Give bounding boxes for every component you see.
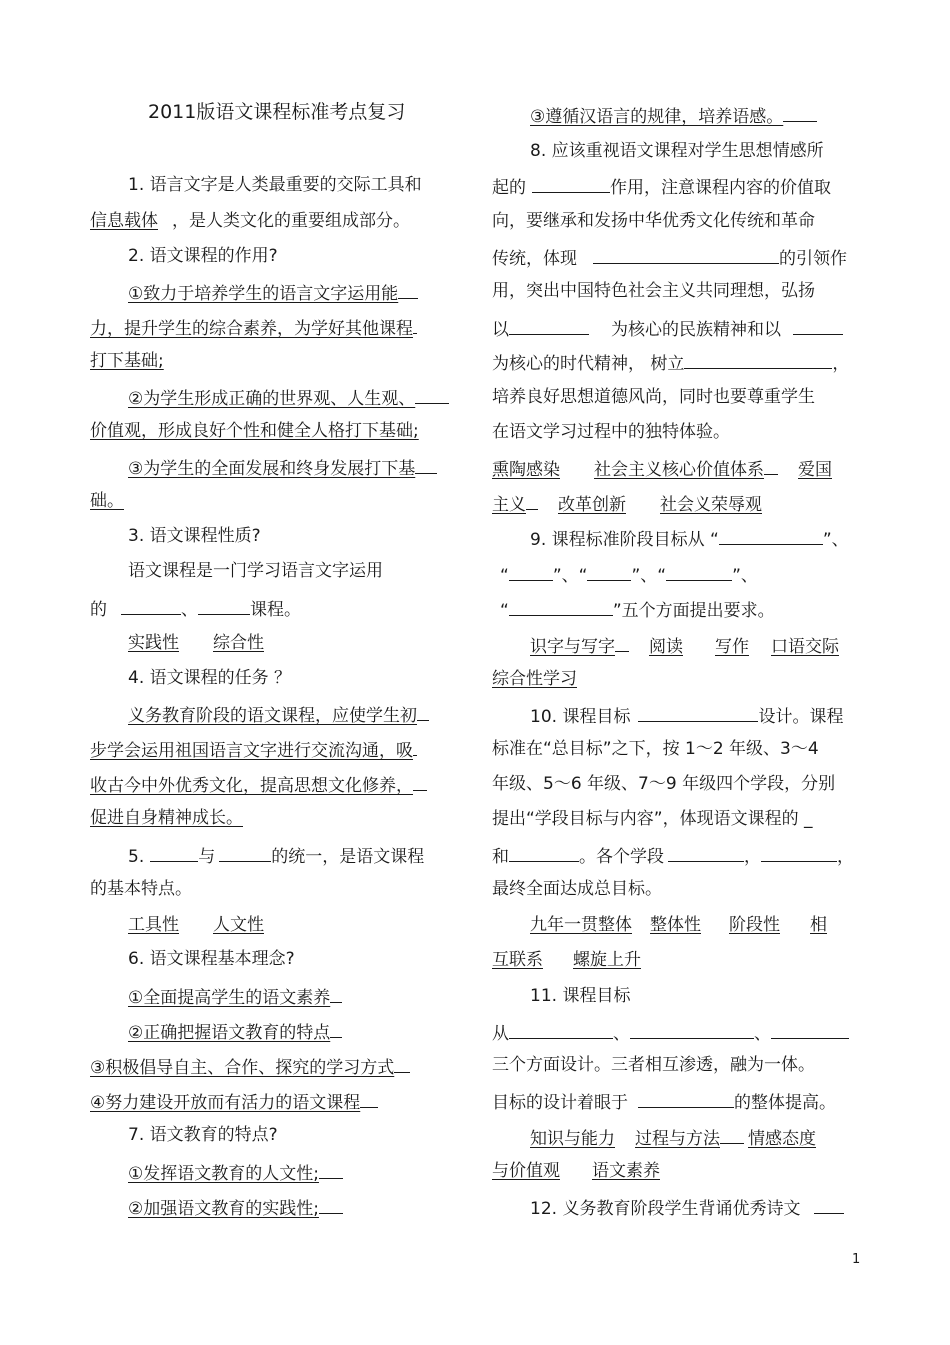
blank-line	[198, 596, 250, 615]
answer-line	[128, 1160, 343, 1184]
blank-line	[219, 843, 271, 862]
answer-text: 过程与方法	[635, 1129, 720, 1149]
q3-text: 的	[90, 600, 107, 620]
text-line	[492, 878, 662, 902]
blank-line	[764, 456, 778, 475]
answer-text: 知识与能力	[530, 1129, 615, 1149]
q8-text: 在语文学习过程中的独特体验。	[492, 422, 730, 442]
answer-line	[492, 668, 577, 692]
answer-text: 信息载体	[90, 211, 158, 231]
answer-line	[128, 1019, 342, 1043]
text-line	[492, 280, 815, 304]
blank-line	[761, 843, 837, 862]
blank-line	[413, 737, 417, 756]
q1-text: ，是人类文化的重要组成部分。	[172, 211, 410, 231]
answer-text: 力，提升学生的综合素养，为学好其他课程	[90, 319, 413, 339]
fill-blank-line	[90, 596, 301, 620]
text-line	[492, 808, 813, 832]
answer-line	[530, 1125, 816, 1149]
q9-text: 9. 课程标准阶段目标从 “	[530, 530, 719, 550]
answer-text: ④努力建设开放而有活力的语文课程	[90, 1093, 361, 1113]
document-title: 2011版语文课程标准考点复习	[148, 101, 406, 123]
answer-line	[530, 103, 817, 127]
page-number: 1	[852, 1252, 861, 1267]
q5-text: 5.	[128, 847, 145, 867]
answer-line	[530, 633, 839, 657]
q11-text: 三个方面设计。三者相互渗透，融为一体。	[492, 1055, 815, 1075]
blank-line	[150, 843, 198, 862]
answer-line	[128, 455, 437, 479]
q5-text: 与	[198, 847, 216, 867]
answer-line	[90, 490, 124, 514]
answer-text: 爱国	[798, 460, 832, 480]
answer-text: 主义	[492, 495, 526, 515]
q8-text: 为核心的时代精神， 树立	[492, 354, 685, 374]
fill-blank-line	[492, 1020, 849, 1044]
answer-text: ②正确把握语文教育的特点	[128, 1023, 331, 1043]
answer-text: 阅读	[649, 637, 683, 657]
answer-text: 综合性学习	[492, 669, 577, 689]
question-heading	[128, 245, 278, 269]
q9-text: ”、“	[552, 566, 588, 586]
answer-text: 识字与写字	[530, 637, 615, 657]
q10-text: ，	[837, 847, 854, 867]
answer-line	[90, 772, 427, 796]
blank-line	[415, 385, 449, 404]
blank-line	[319, 1195, 343, 1214]
blank-line	[526, 491, 538, 510]
answer-text: ①全面提高学生的语文素养	[128, 988, 331, 1008]
q8-text: 培养良好思想道德风尚，同时也要尊重学生	[492, 387, 815, 407]
blank-line	[509, 843, 579, 862]
text-line	[492, 1054, 815, 1078]
q1-text: 1. 语言文字是人类最重要的交际工具和	[128, 175, 422, 195]
q9-text: ”、“	[631, 566, 667, 586]
q11-text: 、	[613, 1024, 630, 1044]
fill-blank-line	[492, 843, 854, 867]
blank-line	[532, 174, 610, 193]
blank-line	[719, 526, 823, 545]
q9-text: “	[500, 566, 509, 586]
q8-text: 作用，注意课程内容的价值取	[610, 178, 831, 198]
answer-text: 工具性	[128, 915, 179, 935]
blank-line	[121, 596, 181, 615]
answer-line	[492, 456, 832, 480]
blank-line	[793, 316, 843, 335]
answer-line	[492, 1160, 660, 1184]
q10-text: ，	[744, 847, 761, 867]
q10-text: 标准在“总目标”之下，按 1～2 年级、3～4	[492, 739, 819, 759]
fill-blank-line	[492, 562, 758, 586]
answer-line	[492, 491, 762, 515]
fill-blank-line	[492, 245, 847, 269]
blank-line	[413, 315, 417, 334]
blank-line	[509, 562, 553, 581]
answer-text: 实践性	[128, 633, 179, 653]
answer-text: 螺旋上升	[573, 950, 641, 970]
q12-text: 12. 义务教育阶段学生背诵优秀诗文	[530, 1199, 801, 1219]
q9-text: “	[500, 601, 509, 621]
text-line	[128, 560, 383, 584]
blank-line	[638, 703, 758, 722]
q8-text: 用，突出中国特色社会主义共同理想，弘扬	[492, 281, 815, 301]
text-line	[90, 210, 410, 234]
blank-line	[509, 316, 589, 335]
answer-text: ②加强语文教育的实践性;	[128, 1199, 319, 1219]
answer-line	[128, 280, 418, 304]
q8-text: 为核心的民族精神和以	[611, 320, 781, 340]
q11-text: 目标的设计着眼于	[492, 1093, 628, 1113]
answer-text: ①致力于培养学生的语言文字运用能	[128, 284, 399, 304]
fill-blank-line	[530, 526, 849, 550]
answer-line	[128, 385, 449, 409]
q4-heading: 4. 语文课程的任务 ？	[128, 668, 292, 688]
answer-text: 九年一贯整体	[530, 915, 632, 935]
blank-line	[666, 562, 732, 581]
blank-line	[509, 597, 613, 616]
answer-text: ①发挥语文教育的人文性;	[128, 1164, 319, 1184]
answer-text: 阶段性	[729, 915, 780, 935]
blank-line	[814, 1195, 844, 1214]
answer-text: 互联系	[492, 950, 543, 970]
blank-line	[319, 1160, 343, 1179]
question-heading	[128, 667, 291, 691]
answer-line	[90, 420, 419, 444]
blank-line	[360, 1089, 378, 1108]
answer-text: 综合性	[213, 633, 264, 653]
fill-blank-line	[492, 316, 843, 340]
answer-line	[90, 350, 164, 374]
q7-heading: 7. 语文教育的特点?	[128, 1125, 278, 1145]
answer-text: 整体性	[650, 915, 701, 935]
answer-text: 价值观，形成良好个性和健全人格打下基础;	[90, 421, 419, 441]
q8-heading: 8. 应该重视语文课程对学生思想情感所	[530, 141, 824, 161]
fill-blank-line	[530, 703, 843, 727]
blank-line	[398, 280, 418, 299]
q6-heading: 6. 语文课程基本理念?	[128, 949, 295, 969]
blank-line	[417, 702, 429, 721]
blank-line	[330, 984, 342, 1003]
answer-line	[128, 702, 429, 726]
q9-text: ”、	[732, 566, 758, 586]
fill-blank-line	[492, 350, 849, 374]
answer-text: 熏陶感染	[492, 460, 560, 480]
blank-line	[509, 1020, 613, 1039]
answer-line	[90, 737, 417, 761]
q10-text: 设计。课程	[758, 707, 844, 727]
text-line	[492, 210, 815, 234]
q8-text: 以	[492, 320, 509, 340]
q3-text: 语文课程是一门学习语言文字运用	[128, 561, 383, 581]
q11-heading: 11. 课程目标	[530, 986, 631, 1006]
q9-text: ”五个方面提出要求。	[612, 601, 775, 621]
answer-line	[530, 914, 827, 938]
q10-text: 10. 课程目标	[530, 707, 631, 727]
answer-text: 步学会运用祖国语言文字进行交流沟通，吸	[90, 741, 413, 761]
blank-line	[587, 562, 631, 581]
q9-text: ”、	[822, 530, 849, 550]
answer-line	[128, 632, 264, 656]
text-line	[492, 421, 730, 445]
q8-text: 传统，体现	[492, 249, 577, 269]
answer-text: 写作	[715, 637, 749, 657]
blank-line	[415, 455, 437, 474]
answer-text: 情感态度	[748, 1129, 816, 1149]
answer-text: 社会主义核心价值体系	[594, 460, 764, 480]
answer-line	[128, 914, 264, 938]
answer-line	[90, 315, 417, 339]
answer-text: 人文性	[213, 915, 264, 935]
blank-line	[630, 1020, 754, 1039]
q8-text: ，	[832, 354, 850, 374]
blank-line	[720, 1125, 744, 1144]
answer-text: 础。	[90, 491, 124, 511]
answer-line	[128, 984, 342, 1008]
q8-text: 的引领作	[779, 249, 847, 269]
q8-text: 向，要继承和发扬中华优秀文化传统和革命	[492, 211, 815, 231]
answer-text: 社会义荣辱观	[660, 495, 762, 515]
answer-text: 收古今中外优秀文化，提高思想文化修养，	[90, 776, 413, 796]
answer-line	[128, 1195, 343, 1219]
blank-line	[771, 1020, 849, 1039]
answer-text: ③为学生的全面发展和终身发展打下基	[128, 459, 416, 479]
blank-line	[330, 1019, 342, 1038]
question-heading	[530, 985, 630, 1009]
answer-line	[90, 1054, 410, 1078]
answer-text: 义务教育阶段的语文课程，应使学生初	[128, 706, 417, 726]
fill-blank-line	[492, 1089, 836, 1113]
q3-heading: 3. 语文课程性质?	[128, 526, 261, 546]
question-heading	[128, 948, 295, 972]
blank-line	[394, 1054, 410, 1073]
blank-line	[684, 350, 832, 369]
question-heading	[128, 525, 261, 549]
q5-text: 的统一，是语文课程	[271, 847, 425, 867]
text-line	[492, 738, 819, 762]
fill-blank-line	[128, 843, 424, 867]
q11-text: 的整体提高。	[734, 1093, 836, 1113]
blank-line	[413, 772, 427, 791]
answer-line	[90, 1089, 378, 1113]
answer-text: 口语交际	[771, 637, 839, 657]
answer-text: 与价值观	[492, 1161, 560, 1181]
q10-text: 最终全面达成总目标。	[492, 879, 662, 899]
answer-line	[90, 807, 243, 831]
text-line	[90, 878, 192, 902]
q10-text: 。各个学段	[579, 847, 664, 867]
answer-text: 相	[810, 915, 827, 935]
q8-text: 起的	[492, 178, 526, 198]
answer-text: 改革创新	[558, 495, 626, 515]
q11-text: 、	[754, 1024, 771, 1044]
blank-line	[638, 1089, 734, 1108]
q11-text: 从	[492, 1024, 509, 1044]
q3-text: 课程。	[250, 600, 301, 620]
q10-text: 和	[492, 847, 509, 867]
fill-blank-line	[530, 1195, 844, 1219]
answer-text: ③遵循汉语言的规律，培养语感。	[530, 107, 784, 127]
fill-blank-line	[492, 174, 831, 198]
text-line	[128, 174, 422, 198]
answer-text: 语文素养	[592, 1161, 660, 1181]
blank-line	[783, 103, 817, 122]
answer-line	[492, 949, 641, 973]
answer-text: ③积极倡导自主、合作、探究的学习方式	[90, 1058, 395, 1078]
answer-text: 促进自身精神成长。	[90, 808, 243, 828]
text-line	[492, 386, 815, 410]
q2-heading: 2. 语文课程的作用?	[128, 246, 278, 266]
blank-line	[615, 633, 629, 652]
question-heading	[128, 1124, 278, 1148]
fill-blank-line	[492, 597, 775, 621]
text-line	[492, 773, 835, 797]
answer-text: ②为学生形成正确的世界观、人生观、	[128, 389, 416, 409]
blank-line	[668, 843, 744, 862]
q10-text: 提出“学段目标与内容”，体现语文课程的 _	[492, 809, 813, 829]
question-heading	[530, 140, 824, 164]
q10-text: 年级、5～6 年级、7～9 年级四个学段，分别	[492, 774, 836, 794]
answer-text: 打下基础;	[90, 351, 164, 371]
q5-text: 的基本特点。	[90, 879, 192, 899]
blank-line	[593, 245, 779, 264]
q3-text: 、	[181, 600, 198, 620]
